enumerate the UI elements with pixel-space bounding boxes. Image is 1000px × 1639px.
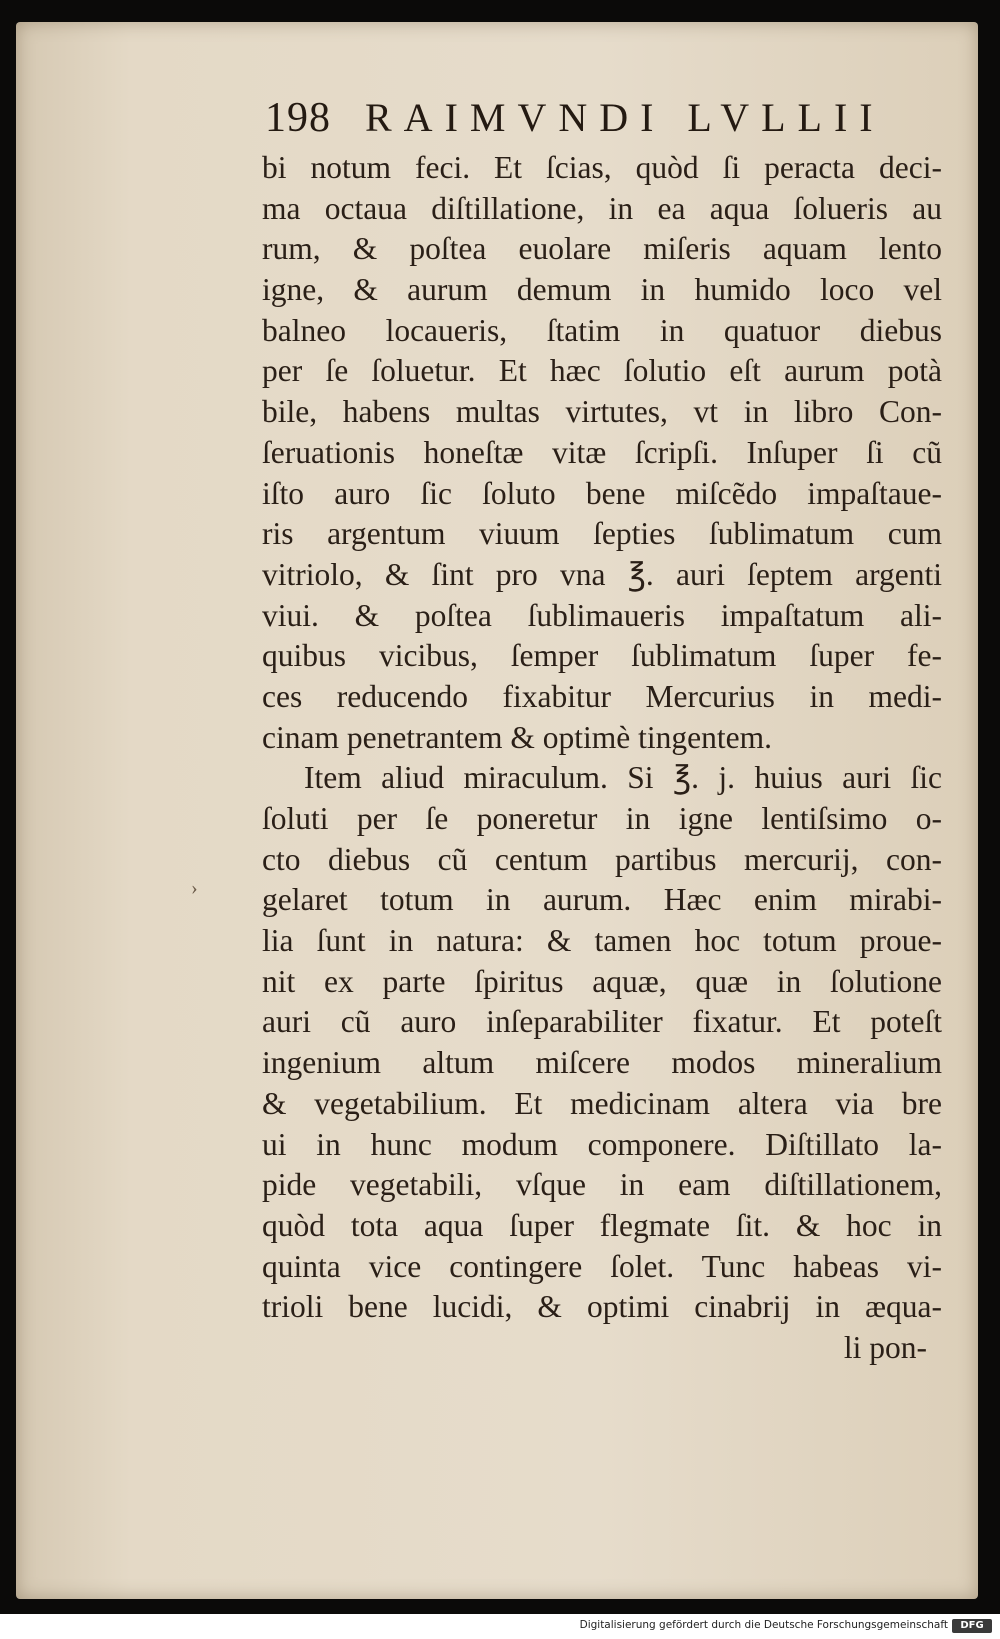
text-line: ui in hunc modum componere. Diſtillato la- <box>262 1126 942 1162</box>
text-line: vitriolo, & ſint pro vna ℥. auri ſeptem argenti <box>262 556 942 592</box>
text-line: balneo locaueris, ſtatim in quatuor diebus <box>262 312 942 348</box>
text-line: igne, & aurum demum in humido loco vel <box>262 272 942 308</box>
catchword: li pon- <box>843 1329 927 1365</box>
text-line: ma octaua diſtillatione, in ea aqua ſolueris au <box>262 190 942 226</box>
text-line: nit ex parte ſpiritus aquæ, quæ in ſolutione <box>262 963 942 999</box>
text-line: ces reducendo fixabitur Mercurius in medi- <box>262 678 942 714</box>
text-line: ſoluti per ſe poneretur in igne lentiſsimo o- <box>262 801 942 836</box>
text-line: rum, & poſtea euolare miſeris aquam lento <box>262 231 942 267</box>
text-line: ingenium altum miſcere modos mineralium <box>262 1045 942 1081</box>
text-line: gelaret totum in aurum. Hæc enim mirabi- <box>262 882 942 918</box>
text-line: quòd tota aqua ſuper flegmate ſit. & hoc in <box>262 1207 942 1243</box>
text-line: auri cũ auro inſeparabiliter fixatur. Et poteſt <box>262 1004 942 1040</box>
dfg-logo: DFG <box>952 1619 992 1633</box>
text-line: per ſe ſoluetur. Et hæc ſolutio eſt aurum potà <box>262 353 942 389</box>
text-line: cinam penetrantem & optimè tingentem. <box>262 719 772 755</box>
footer-credit: Digitalisierung gefördert durch die Deutsche Forschungsgemeinschaft <box>579 1619 948 1631</box>
text-line: quinta vice contingere ſolet. Tunc habeas vi- <box>262 1248 942 1284</box>
page-number: 198 <box>265 95 331 141</box>
body-text <box>262 148 942 1369</box>
text-line: pide vegetabili, vſque in eam diſtillationem, <box>262 1167 942 1203</box>
margin-mark: › <box>191 877 198 899</box>
text-line: bile, habens multas virtutes, vt in libro Con- <box>262 394 942 430</box>
text-line: lia ſunt in natura: & tamen hoc totum proue- <box>262 923 942 959</box>
text-line: bi notum feci. Et ſcias, quòd ſi peracta deci- <box>262 150 942 185</box>
text-line: ſeruationis honeſtæ vitæ ſcripſi. Inſuper ſi cũ <box>262 434 942 470</box>
page-header <box>265 92 885 142</box>
text-line: trioli bene lucidi, & optimi cinabrij in æqua- <box>262 1289 942 1325</box>
text-line: Item aliud miraculum. Si ℥. j. huius auri ſic <box>304 760 942 796</box>
text-line: cto diebus cũ centum partibus mercurij, con- <box>262 841 942 877</box>
text-line: quibus vicibus, ſemper ſublimatum ſuper fe- <box>262 638 942 674</box>
text-line: viui. & poſtea ſublimaueris impaſtatum ali- <box>262 597 942 633</box>
running-head: RAIMVNDI LVLLII <box>365 95 885 140</box>
text-line: & vegetabilium. Et medicinam altera via bre <box>262 1085 942 1121</box>
digitization-footer <box>0 1614 1000 1639</box>
text-line: iſto auro ſic ſoluto bene miſcẽdo impaſtaue- <box>262 475 942 511</box>
text-line: ris argentum viuum ſepties ſublimatum cum <box>262 516 942 552</box>
